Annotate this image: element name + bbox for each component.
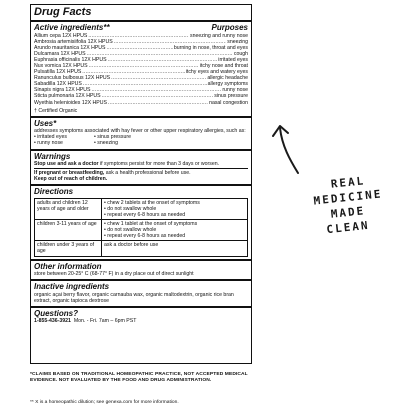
other-information-section — [31, 259, 251, 280]
claims-footnote: *CLAIMS BASED ON TRADITIONAL HOMEOPATHIC PRACTICE, NOT ACCEPTED MEDICAL EVIDENCE. NOT EVALUATED BY THE FOOD AND DRUG ADMINISTRATION. — [30, 372, 248, 383]
dilution-footnote: ** X is a homeopathic dilution; see genexa.com for more information. — [30, 400, 179, 405]
ingredient-purpose: nasal congestion — [209, 99, 248, 106]
directions-age-group: adults and children 12 years of age and older — [35, 198, 102, 219]
directions-instructions — [102, 198, 248, 219]
drug-facts-panel — [30, 4, 252, 364]
keep-out-of-reach: Keep out of reach of children. — [34, 176, 108, 183]
ingredient-name: Sabadilla 12X HPUS — [34, 81, 82, 88]
directions-line: • repeat every 6-8 hours as needed — [104, 211, 186, 218]
uses-text: addresses symptoms associated with hay fever or other upper respiratory allergies, such as: — [34, 128, 246, 135]
questions-section — [31, 306, 251, 327]
inactive-ingredients-heading: Inactive ingredients — [34, 282, 110, 292]
ingredient-purpose: itchy nose and throat — [199, 62, 248, 69]
directions-section — [31, 184, 251, 258]
directions-line: • do not swallow whole — [104, 227, 157, 234]
ingredient-name: Ambrosia artemisiifolia 12X HPUS — [34, 38, 113, 45]
ingredient-name: Sinapis nigra 12X HPUS — [34, 87, 91, 94]
directions-age-group: children under 3 years of age — [35, 241, 102, 256]
drug-facts-title: Drug Facts — [34, 6, 92, 18]
phone-number: 1-855-436-3921 — [34, 318, 71, 325]
uses-section — [31, 116, 251, 149]
stop-use-warning: Stop use and ask a doctor if symptoms persist for more than 3 days or worsen. — [34, 161, 220, 167]
uses-symptom: • runny nose — [34, 140, 63, 147]
real-medicine-made-clean-handwriting — [298, 175, 398, 235]
active-ingredients-section — [31, 20, 251, 116]
ingredient-purpose: allergy symptoms — [207, 81, 248, 88]
purposes-heading: Purposes — [211, 23, 248, 32]
active-ingredients-heading: Active ingredients** — [34, 23, 110, 32]
ingredient-name: Pulsatilla 12X HPUS — [34, 69, 82, 76]
handwritten-line: CLEAN — [325, 218, 371, 237]
uses-symptom: • sneezing — [94, 140, 119, 147]
ingredient-purpose: sinus pressure — [214, 93, 248, 100]
warnings-section — [31, 149, 251, 185]
uses-symptom: • irritated eyes — [34, 134, 67, 141]
uses-heading: Uses* — [34, 118, 57, 128]
directions-row — [35, 220, 248, 241]
inactive-ingredients-section — [31, 279, 251, 306]
ingredient-row — [34, 100, 248, 106]
questions-heading: Questions? — [34, 308, 79, 318]
directions-instructions — [102, 220, 248, 241]
ingredient-name: Nux vomica 12X HPUS — [34, 62, 88, 69]
directions-table — [34, 198, 248, 257]
ingredient-purpose: sneezing — [227, 38, 248, 45]
warnings-heading: Warnings — [34, 151, 71, 161]
uses-symptom: • sinus pressure — [94, 134, 131, 141]
other-information-heading: Other information — [34, 261, 102, 271]
ingredient-purpose: sneezing and runny nose — [190, 32, 248, 39]
leader-dots — [108, 100, 208, 106]
pregnancy-warning: If pregnant or breastfeeding, ask a health professional before use. — [34, 168, 248, 176]
hand-drawn-arrow-icon — [268, 118, 308, 178]
ingredient-list — [34, 33, 248, 106]
handwritten-line: MEDICINE — [313, 187, 383, 208]
directions-line: ask a doctor before use — [104, 242, 159, 249]
certified-organic-note: † Certified Organic — [34, 107, 78, 114]
ingredient-name: Allium cepa 12X HPUS — [34, 32, 88, 39]
storage-text: store between 20-25° C (68-77° F) in a dry place out of direct sunlight — [34, 271, 194, 278]
directions-line: • chew 1 tablet at the onset of symptoms — [104, 221, 198, 228]
handwritten-line: REAL — [330, 174, 366, 191]
directions-line: • chew 2 tablets at the onset of symptoms — [104, 199, 200, 206]
ingredient-name: Euphrasia officinalis 12X HPUS — [34, 56, 107, 63]
directions-instructions — [102, 241, 248, 256]
handwritten-line: MADE — [330, 204, 366, 221]
ingredient-purpose: allergic headache — [207, 75, 248, 82]
directions-row — [35, 241, 248, 256]
ingredient-purpose: burning in nose, throat and eyes — [173, 44, 248, 51]
ingredient-name: Sticta pulmonaria 12X HPUS — [34, 93, 101, 100]
contact-line — [34, 318, 248, 324]
directions-line: • repeat every 6-8 hours as needed — [104, 233, 186, 240]
directions-line: • do not swallow whole — [104, 205, 157, 212]
ingredient-name: Arundo mauritanica 12X HPUS — [34, 44, 106, 51]
directions-heading: Directions — [34, 187, 74, 197]
ingredient-name: Wyethia helenioides 12X HPUS — [34, 99, 107, 106]
support-hours: Mon. - Fri. 7am – 6pm PST — [73, 318, 137, 325]
ingredient-name: Dulcamara 12X HPUS — [34, 50, 86, 57]
ingredient-purpose: irritated eyes — [218, 56, 248, 63]
ingredient-purpose: cough — [233, 50, 248, 57]
active-ingredients-header — [34, 23, 248, 33]
ingredient-purpose: runny nose — [222, 87, 248, 94]
uses-symptom-list — [34, 134, 154, 146]
directions-row — [35, 198, 248, 219]
directions-age-group: children 3-11 years of age — [35, 220, 102, 241]
inactive-ingredients-text: organic açai berry flavor, organic carnauba wax, organic maltodextrin, organic rice bran extract, organic tapioca dextrose — [34, 291, 234, 304]
ingredient-name: Ranunculus bulbosus 12X HPUS — [34, 75, 111, 82]
ingredient-purpose: itchy eyes and watery eyes — [185, 69, 248, 76]
